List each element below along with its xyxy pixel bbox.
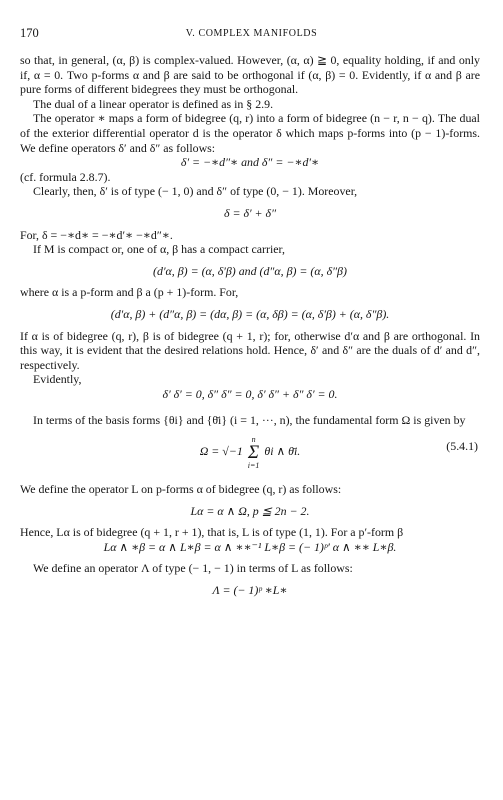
paragraph: In terms of the basis forms {θi} and {θ̄i} (i = 1, ···, n), the fundamental form Ω is given by: [33, 413, 466, 428]
running-head-title: V. COMPLEX MANIFOLDS: [185, 28, 318, 39]
summation-upper: n: [251, 435, 256, 445]
equation-right: θi ∧ θ̄i.: [264, 444, 301, 459]
equation-number: (5.4.1): [446, 439, 478, 454]
equation: (d′α, β) + (d″α, β) = (dα, β) = (α, δβ) = (α, δ′β) + (α, δ″β).: [110, 306, 390, 321]
paragraph: so that, in general, (α, β) is complex-valued. However, (α, α) ≧ 0, equality holding, if and only if, α = 0. Two p-forms α and β are said to be orthogonal if (α, β) = 0. Evidently, if α and β are pure forms of different bidegrees they must be orthogonal.: [20, 53, 480, 97]
paragraph: Clearly, then, δ′ is of type (− 1, 0) and δ″ of type (0, − 1). Moreover,: [33, 184, 358, 199]
equation: Lα = α ∧ Ω, p ≦ 2n − 2.: [190, 503, 310, 518]
running-header: [20, 26, 483, 42]
paragraph: If α is of bidegree (q, r), β is of bidegree (q + 1, r); for, otherwise d′α and β are orthogonal. In this way, it is evident that the desired relations hold. Hence, δ′ and δ″ are the duals of d′ and d″, respectively.: [20, 328, 480, 372]
equation: δ′ = −∗d″∗ and δ″ = −∗d′∗: [180, 155, 320, 170]
paragraph: For, δ = −∗d∗ = −∗d′∗ −∗d″∗.: [20, 227, 173, 242]
equation-left: Ω = √−1: [199, 444, 243, 459]
paragraph: where α is a p-form and β a (p + 1)-form. For,: [20, 285, 239, 300]
equation: Λ = (− 1)ᵖ ∗L∗: [212, 583, 288, 598]
paragraph: The dual of a linear operator is defined as in § 2.9.: [33, 96, 274, 111]
paragraph: If M is compact or, one of α, β has a compact carrier,: [33, 242, 286, 257]
equation: δ′ δ′ = 0, δ″ δ″ = 0, δ′ δ″ + δ″ δ′ = 0.: [162, 386, 338, 401]
paragraph: We define an operator Λ of type (− 1, − 1) in terms of L as follows:: [33, 561, 353, 576]
paragraph: Evidently,: [33, 372, 82, 387]
page-body: [20, 53, 480, 598]
equation: (d′α, β) = (α, δ′β) and (d″α, β) = (α, δ″β): [153, 263, 347, 278]
page-number: 170: [20, 26, 39, 40]
summation-sign: Σ: [247, 442, 260, 464]
paragraph: (cf. formula 2.8.7).: [20, 169, 111, 184]
paragraph: We define the operator L on p-forms α of bidegree (q, r) as follows:: [20, 482, 342, 497]
summation: [248, 435, 260, 470]
paragraph: Hence, Lα is of bidegree (q + 1, r + 1), that is, L is of type (1, 1). For a p′-form β: [20, 525, 404, 540]
equation: Lα ∧ ∗β = α ∧ L∗β = α ∧ ∗∗⁻¹ L∗β = (− 1)ᵖ′ α ∧ ∗∗ L∗β.: [103, 539, 397, 554]
equation: δ = δ′ + δ″: [223, 205, 277, 220]
summation-lower: i=1: [247, 461, 260, 471]
paragraph: The operator ∗ maps a form of bidegree (q, r) into a form of bidegree (n − r, n − q). The dual of the exterior differential operator d is the operator δ which maps p-forms into (p − 1)-forms. We define operators δ′ and δ″ as follows:: [20, 111, 480, 155]
equation-numbered: [20, 435, 480, 470]
